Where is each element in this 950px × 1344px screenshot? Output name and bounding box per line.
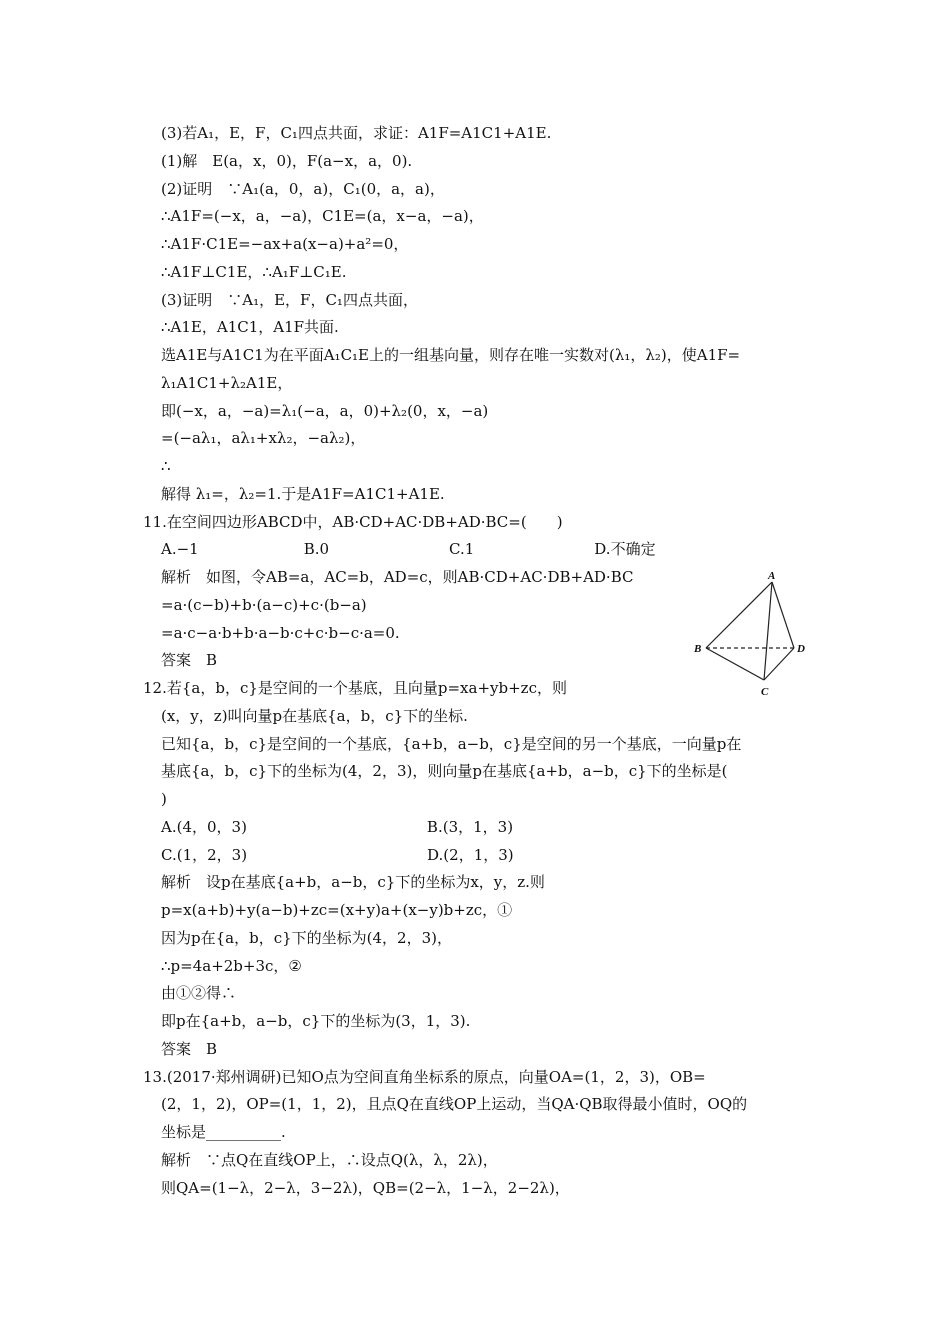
text-line: 即p在{a+b，a−b，c}下的坐标为(3，1，3). bbox=[161, 1012, 471, 1030]
text-line: ∴ bbox=[161, 457, 171, 475]
edge-bc bbox=[706, 648, 764, 680]
answer-line: 答案 B bbox=[161, 651, 218, 669]
text-line: ∴A1E，A1C1，A1F共面. bbox=[161, 318, 339, 336]
text-line: (3)证明 ∵A₁，E，F，C₁四点共面， bbox=[161, 291, 418, 309]
answer-line: 答案 B bbox=[161, 1040, 218, 1058]
text-line: 已知{a，b，c}是空间的一个基底，{a+b，a−b，c}是空间的另一个基底，一向量p在 bbox=[161, 735, 742, 753]
tetrahedron-figure bbox=[690, 568, 820, 703]
vertex-label-c: C bbox=[761, 686, 769, 698]
text-line: =(−aλ₁，aλ₁+xλ₂，−aλ₂)， bbox=[161, 429, 366, 447]
question-line: 12.若{a，b，c}是空间的一个基底，且向量p=xa+yb+zc，则 bbox=[143, 679, 567, 697]
vertex-label-b: B bbox=[694, 643, 702, 655]
text-line: ) bbox=[161, 790, 167, 808]
text-line: (x，y，z)叫向量p在基底{a，b，c}下的坐标. bbox=[161, 707, 468, 725]
text-line: λ₁A1C1+λ₂A1E， bbox=[161, 374, 293, 392]
text-line: (3)若A₁，E，F，C₁四点共面，求证：A1F=A1C1+A1E. bbox=[161, 124, 552, 142]
option-line: C.(1，2，3) D.(2，1，3) bbox=[161, 846, 514, 864]
question-line: 13.(2017·郑州调研)已知O点为空间直角坐标系的原点，向量OA=(1，2，3)，OB= bbox=[143, 1068, 706, 1086]
text-line: ∴p=4a+2b+3c，② bbox=[161, 957, 302, 975]
question-line: 11.在空间四边形ABCD中，AB·CD+AC·DB+AD·BC=( ) bbox=[143, 513, 563, 531]
text-line: ∴A1F·C1E=−ax+a(x−a)+a²=0， bbox=[161, 235, 409, 253]
text-line: 解析 如图，令AB=a，AC=b，AD=c，则AB·CD+AC·DB+AD·BC bbox=[161, 568, 634, 586]
text-line: =a·c−a·b+b·a−b·c+c·b−c·a=0. bbox=[161, 624, 400, 642]
text-line: (1)解 E(a，x，0)，F(a−x，a，0). bbox=[161, 152, 413, 170]
text-line: 因为p在{a，b，c}下的坐标为(4，2，3)， bbox=[161, 929, 452, 947]
edge-cd bbox=[764, 648, 794, 680]
text-line: (2，1，2)，OP=(1，1，2)，且点Q在直线OP上运动，当QA·QB取得最小值时，OQ的 bbox=[161, 1095, 748, 1113]
text-line: 解析 ∵点Q在直线OP上，∴设点Q(λ，λ，2λ)， bbox=[161, 1151, 498, 1169]
vertex-label-a: A bbox=[768, 570, 776, 582]
text-line: 则QA=(1−λ，2−λ，3−2λ)，QB=(2−λ，1−λ，2−2λ)， bbox=[161, 1179, 570, 1197]
option-line: A.(4，0，3) B.(3，1，3) bbox=[161, 818, 514, 836]
text-line: p=x(a+b)+y(a−b)+zc=(x+y)a+(x−y)b+zc，① bbox=[161, 901, 513, 919]
text-line: 坐标是__________. bbox=[161, 1123, 286, 1141]
vertex-label-d: D bbox=[797, 643, 805, 655]
text-line: =a·(c−b)+b·(a−c)+c·(b−a) bbox=[161, 596, 367, 614]
edge-ac bbox=[764, 582, 772, 680]
text-line: ∴A1F=(−x，a，−a)，C1E=(a，x−a，−a)， bbox=[161, 207, 484, 225]
edge-ab bbox=[706, 582, 772, 648]
text-line: 基底{a，b，c}下的坐标为(4，2，3)，则向量p在基底{a+b，a−b，c}下的坐标是( bbox=[161, 762, 728, 780]
text-line: ∴A1F⊥C1E，∴A₁F⊥C₁E. bbox=[161, 263, 347, 281]
text-line: 解析 设p在基底{a+b，a−b，c}下的坐标为x，y，z.则 bbox=[161, 873, 545, 891]
text-line: (2)证明 ∵A₁(a，0，a)，C₁(0，a，a)， bbox=[161, 180, 445, 198]
text-line: 解得 λ₁=，λ₂=1.于是A1F=A1C1+A1E. bbox=[161, 485, 445, 503]
text-line: 由①②得∴ bbox=[161, 984, 237, 1002]
text-line: 即(−x，a，−a)=λ₁(−a，a，0)+λ₂(0，x，−a) bbox=[161, 402, 489, 420]
edge-ad bbox=[772, 582, 794, 648]
text-line: 选A1E与A1C1为在平面A₁C₁E上的一组基向量，则存在唯一实数对(λ₁，λ₂)，使A1F= bbox=[161, 346, 741, 364]
option-line: A.−1 B.0 C.1 D.不确定 bbox=[161, 540, 656, 558]
